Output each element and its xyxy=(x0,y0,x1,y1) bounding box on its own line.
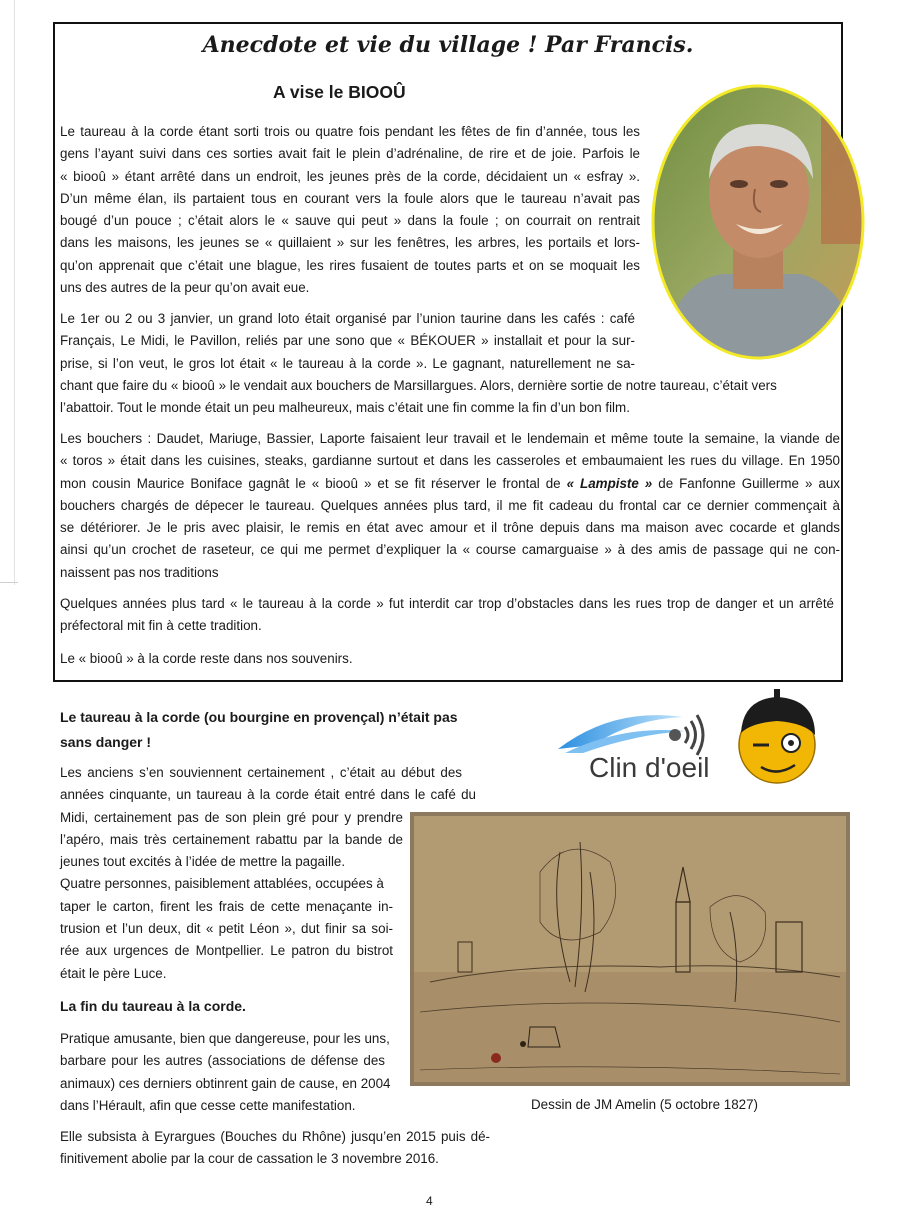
text-line: dans les maisons, les jeunes se « quillaient » sur les fenêtres, les arbres, les portails et lors- xyxy=(60,235,640,251)
text-line: Les anciens s’en souviennent certainement , c’était au début des xyxy=(60,765,462,780)
text-line: taper le carton, firent les frais de cette menaçante in- xyxy=(60,898,393,914)
text-line: bougé d’un pouce ; c’était alors le « sauve qui peut » dans la foule ; on courrait on rentrait xyxy=(60,213,640,229)
text-line: mon cousin Maurice Boniface gagnât le « biooû » et se fit réserver le frontal de « Lampiste » de Fanfonne Guillerme » aux xyxy=(60,475,840,491)
text-line: prise, si l’on veut, le gros lot était « le taureau à la corde ». Le gagnant, naturellement ne sa- xyxy=(60,355,635,371)
text-line: animaux) ces derniers obtinrent gain de cause, en 2004 xyxy=(60,1075,391,1091)
text-line: qu’on apprenait que c’était une blague, les rires fusaient de toutes parts et on se moquait les xyxy=(60,257,640,273)
text-line: Le taureau à la corde étant sorti trois ou quatre fois pendant les fêtes de fin d’année, tous les xyxy=(60,124,640,139)
text-line: dans l’Hérault, afin que cesse cette manifestation. xyxy=(60,1097,356,1113)
text-line: Elle subsista à Eyrargues (Bouches du Rhône) jusqu’en 2015 puis dé- xyxy=(60,1129,490,1144)
text-line: « biooû » étant arrêté dans un endroit, les jeunes près de la corde, décidaient un « esfray ». xyxy=(60,168,640,184)
text-line: D’un même élan, ils partaient tous en courant vers la foule alors que le taureau n’avait pas xyxy=(60,190,640,206)
section2-paragraph-2 xyxy=(60,1126,490,1171)
article-paragraph-2 xyxy=(60,308,840,419)
text-line: Quatre personnes, paisiblement attablées, occupées à xyxy=(60,876,384,892)
text-line: trusion et l’un deux, dit « petit Léon », dut finir sa soi- xyxy=(60,921,393,937)
text-line: uns des autres de la peur qu’on avait eue. xyxy=(60,280,310,296)
article-paragraph-3 xyxy=(60,428,840,584)
clin-doeil-logo xyxy=(553,687,823,789)
article-frame xyxy=(53,22,843,682)
text-line: Les bouchers : Daudet, Mariuge, Bassier, Laporte faisaient leur travail et le lendemain et même toute la semaine, la viande de xyxy=(60,431,840,446)
logo-text: Clin d'oeil xyxy=(589,752,710,783)
text-line: ainsi qu’un crochet de raseteur, ce qui me permet d’expliquer la « course camarguaise » à des amis de passage qui ne con- xyxy=(60,542,840,558)
text-line: Français, Le Midi, le Pavillon, reliés par une sono que « BÉKOUER » installait et pour la sur- xyxy=(60,333,635,349)
drawing-caption: Dessin de JM Amelin (5 octobre 1827) xyxy=(531,1097,759,1112)
text-line: bouchers chargés de dépecer le taureau. Quelques années plus tard, il me fit cadeau du frontal car ce dernier commençait à xyxy=(60,497,840,513)
page-margin-line xyxy=(0,0,15,585)
sepia-village-drawing xyxy=(410,812,850,1086)
emphasis-lampiste: « Lampiste » xyxy=(566,475,653,491)
text-line: chant que faire du « biooû » le vendait aux bouchers de Marsillargues. Alors, dernière sortie de notre taureau, c’était vers xyxy=(60,377,777,393)
section1-heading: Le taureau à la corde (ou bourgine en provençal) n’était pas sans danger ! xyxy=(60,709,458,750)
text-line: jeunes tout excités à l’idée de mettre la pagaille. xyxy=(60,854,346,870)
article-paragraph-5 xyxy=(60,648,840,670)
text-line: l’apéro, mais très certainement rabattu par la bande de xyxy=(60,831,403,847)
page-margin-tick xyxy=(0,582,18,583)
article-subtitle: A vise le BIOOÛ xyxy=(273,82,406,102)
text-line: barbare pour les autres (associations de défense des xyxy=(60,1053,385,1069)
text-line: Le « biooû » à la corde reste dans nos souvenirs. xyxy=(60,651,353,666)
article-paragraph-1 xyxy=(60,121,640,299)
text-line: était le père Luce. xyxy=(60,965,167,981)
text-line: années cinquante, un taureau à la corde était entré dans le café du xyxy=(60,787,476,803)
text-line: Pratique amusante, bien que dangereuse, pour les uns, xyxy=(60,1031,390,1046)
text-line: Le 1er ou 2 ou 3 janvier, un grand loto était organisé par l’union taurine dans les cafés : café xyxy=(60,311,635,326)
text-line: Quelques années plus tard « le taureau à la corde » fut interdit car trop d’obstacles dans les rues trop de danger et un arrêté xyxy=(60,596,834,611)
text-line: naissent pas nos traditions xyxy=(60,564,219,580)
article-paragraph-4 xyxy=(60,593,834,638)
text-line: préfectoral mit fin à cette tradition. xyxy=(60,618,262,634)
article-title: Anecdote et vie du village ! Par Francis. xyxy=(202,32,694,58)
section2-paragraph-1 xyxy=(60,1028,391,1117)
page-number: 4 xyxy=(426,1194,433,1208)
text-line: Midi, certainement pas de son plein gré pour y prendre xyxy=(60,809,403,825)
text-line: l’abattoir. Tout le monde était un peu malheureux, mais c’était une fin comme la fin d’un bon film. xyxy=(60,400,630,416)
text-line: rée aux urgences de Montpellier. Le patron du bistrot xyxy=(60,943,393,959)
section2-heading: La fin du taureau à la corde. xyxy=(60,998,246,1014)
text-line: gens l’ayant suivi dans ces sorties avait fait le plein d’adrénaline, de rire et de joie. Parfois le xyxy=(60,146,640,162)
text-line: se détériorer. Je le pris avec plaisir, le remis en état avec amour et il trône depuis dans ma maison avec cocarde et glands xyxy=(60,520,840,536)
text-line: finitivement abolie par la cour de cassation le 3 novembre 2016. xyxy=(60,1151,439,1167)
text-line: « toros » était dans les cuisines, steaks, gardianne surtout et dans les casseroles et embaumaient les rues du village. En 1950 xyxy=(60,453,840,469)
